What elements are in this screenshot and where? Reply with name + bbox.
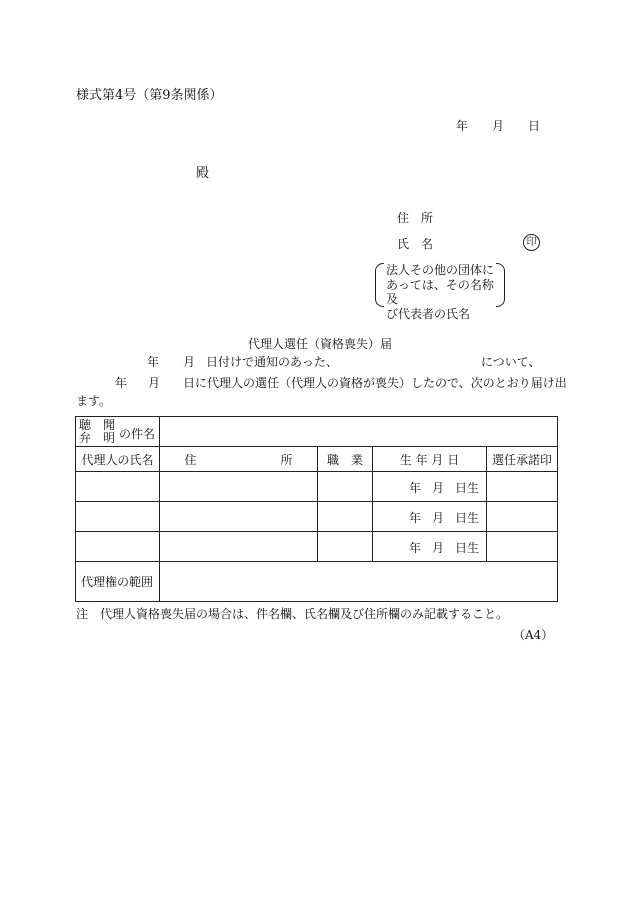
- birth-day-label: 日生: [455, 541, 480, 555]
- agent-birth-date-field[interactable]: [373, 532, 487, 562]
- table-row: [76, 502, 558, 532]
- paper-size: （A4）: [513, 628, 554, 642]
- address-label: 住 所: [397, 211, 434, 225]
- hearing-label-cell: [76, 417, 160, 447]
- corporate-note-line-2: あっては、その名称及: [386, 277, 494, 306]
- scope-row: [76, 562, 558, 602]
- agent-birth-date-field[interactable]: [373, 502, 487, 532]
- agent-table: [75, 416, 558, 602]
- header-row: [76, 447, 558, 472]
- birth-month-label: 月: [432, 541, 445, 555]
- header-address: 住 所: [160, 447, 318, 472]
- birth-day-label: 日生: [455, 511, 480, 525]
- birth-month-label: 月: [432, 481, 445, 495]
- birth-year-label: 年: [409, 511, 422, 525]
- header-consent-seal: 選任承諾印: [487, 447, 558, 472]
- form-number: 様式第4号（第9条関係）: [76, 88, 223, 103]
- hearing-label-top: 聴 聞: [79, 417, 116, 432]
- name-label: 氏 名: [397, 237, 434, 251]
- hearing-label-bottom: 弁 明: [79, 430, 116, 445]
- body-line1-end: について、: [481, 355, 541, 369]
- bracket-left: [375, 263, 384, 307]
- agent-consent-seal-field[interactable]: [487, 472, 558, 502]
- agent-consent-seal-field[interactable]: [487, 532, 558, 562]
- body-line2-year: 年: [115, 376, 128, 390]
- body-line1-tail: 日付けで通知のあった、: [206, 355, 338, 369]
- birth-day-label: 日生: [455, 481, 480, 495]
- seal-mark: 印: [523, 234, 540, 251]
- date-day-label: 日: [528, 119, 541, 133]
- corporate-note-line-3: び代表者の氏名: [386, 306, 471, 321]
- addressee-suffix: 殿: [196, 166, 210, 181]
- table-row: [76, 472, 558, 502]
- agent-address-field[interactable]: [160, 502, 318, 532]
- document-title: 代理人選任（資格喪失）届: [248, 337, 393, 351]
- table-row: [76, 532, 558, 562]
- case-name-field[interactable]: [160, 417, 558, 447]
- body-line1-month: 月: [183, 355, 196, 369]
- birth-month-label: 月: [432, 511, 445, 525]
- agent-occupation-field[interactable]: [318, 472, 373, 502]
- date-year-label: 年: [456, 119, 469, 133]
- body-line3: ます。: [76, 394, 112, 408]
- date-month-label: 月: [492, 119, 505, 133]
- corporate-note-line-1: 法人その他の団体に: [386, 263, 495, 277]
- agent-name-field[interactable]: [76, 532, 160, 562]
- header-occupation: 職 業: [318, 447, 373, 472]
- scope-field[interactable]: [160, 562, 558, 602]
- header-agent-name: 代理人の氏名: [76, 447, 160, 472]
- header-birth-date: 生 年 月 日: [373, 447, 487, 472]
- case-name-label: の件名: [119, 426, 156, 441]
- agent-address-field[interactable]: [160, 532, 318, 562]
- agent-name-field[interactable]: [76, 472, 160, 502]
- scope-label: 代理権の範囲: [76, 562, 160, 602]
- footnote: 注 代理人資格喪失届の場合は、件名欄、氏名欄及び住所欄のみ記載すること。: [76, 607, 509, 621]
- birth-year-label: 年: [409, 541, 422, 555]
- case-name-row: [76, 417, 558, 447]
- body-line1-year: 年: [147, 355, 160, 369]
- birth-year-label: 年: [409, 481, 422, 495]
- agent-occupation-field[interactable]: [318, 532, 373, 562]
- corporate-note: [375, 263, 505, 321]
- agent-occupation-field[interactable]: [318, 502, 373, 532]
- agent-birth-date-field[interactable]: [373, 472, 487, 502]
- body-line2-month: 月: [148, 376, 161, 390]
- agent-name-field[interactable]: [76, 502, 160, 532]
- agent-address-field[interactable]: [160, 472, 318, 502]
- body-line2-tail: 日に代理人の選任（代理人の資格が喪失）したので、次のとおり届け出: [183, 376, 567, 390]
- agent-consent-seal-field[interactable]: [487, 502, 558, 532]
